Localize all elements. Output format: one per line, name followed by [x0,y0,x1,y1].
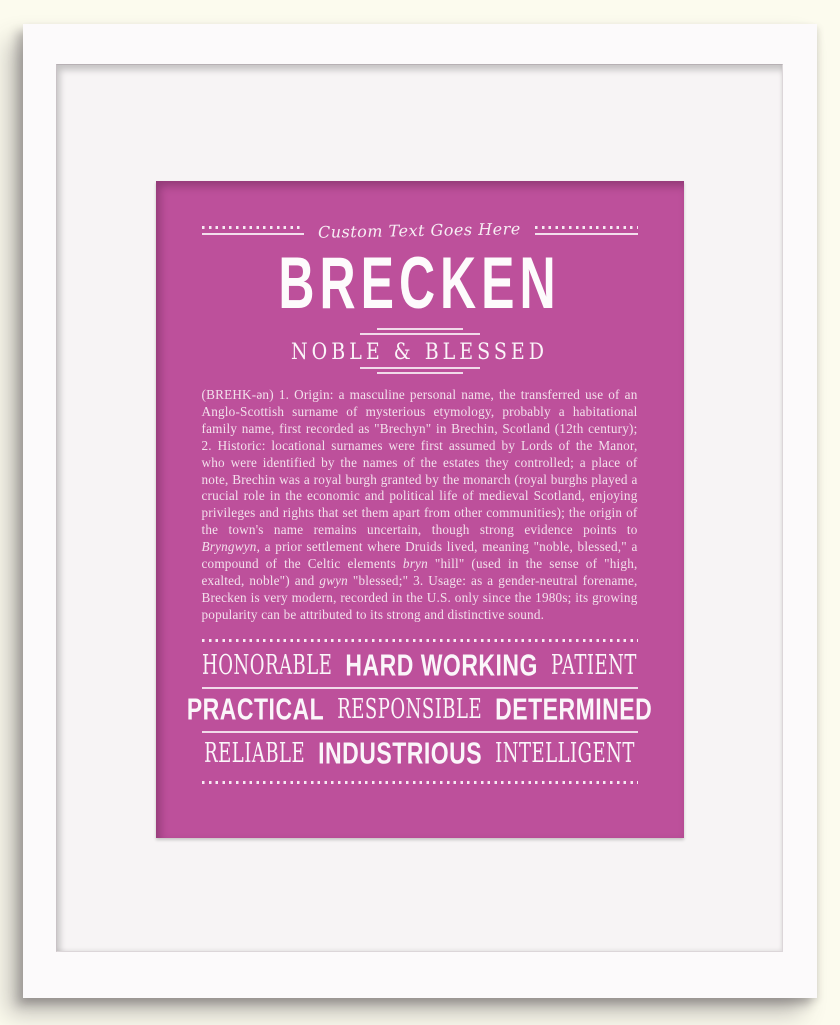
definition-italic-word: bryn [402,556,428,572]
trait-row [202,648,638,684]
trait-word: PATIENT [550,649,637,682]
dotted-divider-top [202,639,638,642]
personality-traits [186,647,653,772]
trait-separator-line [202,687,638,689]
definition-text: (BREHK-ən) 1. Origin: a masculine personal name, the transferred use of an Anglo-Scottish surname of mysterious etymology, probably a habitational family name, first recorded as "Brechyn" in Brechin, Scotland (12th century); 2. Historic: locational surnames were first assumed by Lords of the Manor, who were identified by the names of the estates they controlled; a place of note, Brechin was a royal burgh granted by the monarch (royal burghs played a crucial role in the economic and political life of medieval Scotland, enjoying privileges and rights that set them apart from other communities); the origin of the town's name remains uncertain, though strong evidence points to [201,387,638,538]
definition-text: "hill" (used in the sense of "high, exalted, noble") and [201,556,638,588]
trait-word: PRACTICAL [186,691,325,727]
custom-text: Custom Text Goes Here [317,218,522,242]
name-definition-paragraph [202,387,638,624]
trait-word: RELIABLE [204,737,306,770]
definition-text: "blessed;" 3. Usage: as a gender-neutral forename, Brecken is very modern, recorded in the U.S. only since the 1980s; its growing popularity can be attributed to its strong and distinctive sound. [201,572,638,622]
trait-word: RESPONSIBLE [337,693,483,726]
definition-italic-word: Bryngwyn [201,539,257,555]
rule-line [360,367,480,369]
trait-word: INDUSTRIOUS [318,735,483,771]
dotted-divider-bottom [202,781,638,784]
trait-word: HARD WORKING [345,647,538,683]
picture-frame [23,24,817,998]
name-title: BRECKEN [278,242,561,324]
trait-word: INTELLIGENT [495,737,635,770]
definition-italic-word: gwyn [319,572,348,588]
trait-separator-line [202,731,638,733]
rule-line [377,372,463,374]
trait-word: HONORABLE [202,649,333,682]
mat-board [56,64,783,952]
trait-row [186,691,653,728]
name-art-print [156,181,684,838]
double-rule-below-subtitle [202,367,638,374]
definition-text: , a prior settlement where Druids lived, meaning "noble, blessed," a compound of the Celtic elements [201,539,638,572]
trait-word: DETERMINED [495,691,653,727]
trait-row [202,736,638,772]
name-meaning-subtitle: NOBLE & BLESSED [291,339,548,365]
